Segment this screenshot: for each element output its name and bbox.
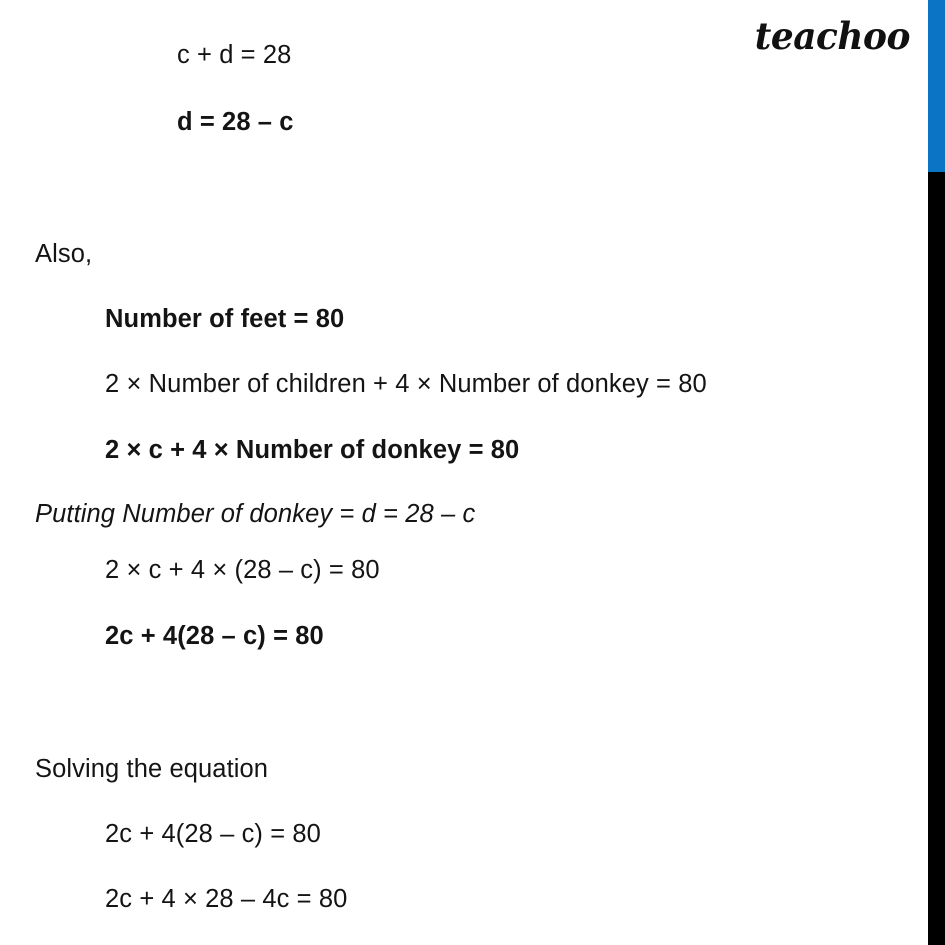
text-line: c + d = 28 xyxy=(177,41,292,69)
text-line: 2c + 4 × 28 – 4c = 80 xyxy=(105,885,348,913)
text-line: 2 × c + 4 × (28 – c) = 80 xyxy=(105,556,380,584)
teachoo-logo: teachoo xyxy=(754,14,910,58)
text-line: 2 × Number of children + 4 × Number of donkey = 80 xyxy=(105,370,707,398)
text-line: d = 28 – c xyxy=(177,108,294,136)
text-line: 2 × c + 4 × Number of donkey = 80 xyxy=(105,436,520,464)
edge-bar-black-segment xyxy=(928,172,945,945)
text-line: Number of feet = 80 xyxy=(105,305,345,333)
text-line: Solving the equation xyxy=(35,755,269,783)
text-line: 2c + 4(28 – c) = 80 xyxy=(105,820,321,848)
text-line: Also, xyxy=(35,240,93,268)
edge-bar-blue-segment xyxy=(928,0,945,172)
text-line: Putting Number of donkey = d = 28 – c xyxy=(35,500,476,528)
right-edge-accent-bar xyxy=(928,0,945,945)
text-line: 2c + 4(28 – c) = 80 xyxy=(105,622,324,650)
